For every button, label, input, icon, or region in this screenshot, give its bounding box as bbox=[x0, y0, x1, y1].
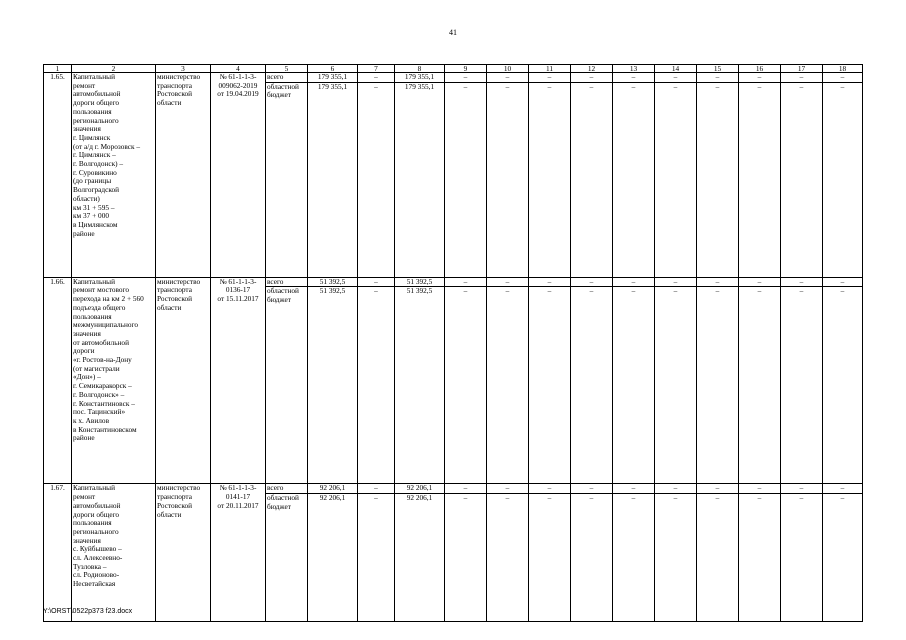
dash-cell: – bbox=[529, 494, 571, 622]
dash-cell: – bbox=[655, 277, 697, 287]
dash-cell: – bbox=[358, 73, 395, 83]
row-number: 1.66. bbox=[44, 277, 72, 484]
expertise-conclusion: № 61-1-1-3- 0141-17 от 20.11.2017 bbox=[211, 484, 266, 622]
funding-source-total: всего bbox=[266, 484, 308, 494]
dash-cell: – bbox=[781, 484, 823, 494]
dash-cell: – bbox=[823, 494, 863, 622]
dash-cell: – bbox=[445, 484, 487, 494]
dash-cell: – bbox=[529, 484, 571, 494]
expertise-conclusion: № 61-1-1-3- 0136-17 от 15.11.2017 bbox=[211, 277, 266, 484]
dash-cell: – bbox=[655, 484, 697, 494]
investment-table bbox=[43, 64, 863, 622]
dash-cell: – bbox=[487, 82, 529, 277]
dash-cell: – bbox=[445, 82, 487, 277]
column-number-10: 10 bbox=[487, 65, 529, 73]
responsible-org: министерство транспорта Ростовской области bbox=[156, 73, 211, 278]
column-number-15: 15 bbox=[697, 65, 739, 73]
dash-cell: – bbox=[571, 73, 613, 83]
funding-source-regional: областной бюджет bbox=[266, 82, 308, 277]
dash-cell: – bbox=[445, 277, 487, 287]
column-number-1: 1 bbox=[44, 65, 72, 73]
table-row bbox=[44, 73, 863, 83]
dash-cell: – bbox=[823, 277, 863, 287]
column-number-9: 9 bbox=[445, 65, 487, 73]
dash-cell: – bbox=[823, 484, 863, 494]
dash-cell: – bbox=[739, 82, 781, 277]
dash-cell: – bbox=[571, 494, 613, 622]
dash-cell: – bbox=[697, 277, 739, 287]
column-number-3: 3 bbox=[156, 65, 211, 73]
dash-cell: – bbox=[781, 287, 823, 484]
page-number: 41 bbox=[449, 28, 457, 37]
dash-cell: – bbox=[445, 287, 487, 484]
regional-cost: 179 355,1 bbox=[308, 82, 358, 277]
dash-cell: – bbox=[613, 287, 655, 484]
column-number-5: 5 bbox=[266, 65, 308, 73]
regional-remaining: 51 392,5 bbox=[395, 287, 445, 484]
total-cost: 51 392,5 bbox=[308, 277, 358, 287]
dash-cell: – bbox=[445, 494, 487, 622]
regional-cost: 92 206,1 bbox=[308, 494, 358, 622]
dash-cell: – bbox=[613, 484, 655, 494]
column-number-2: 2 bbox=[72, 65, 156, 73]
dash-cell: – bbox=[655, 494, 697, 622]
row-number: 1.65. bbox=[44, 73, 72, 278]
column-number-row bbox=[44, 65, 863, 73]
dash-cell: – bbox=[781, 277, 823, 287]
table-row bbox=[44, 484, 863, 494]
dash-cell: – bbox=[487, 287, 529, 484]
column-number-16: 16 bbox=[739, 65, 781, 73]
regional-remaining: 179 355,1 bbox=[395, 82, 445, 277]
dash-cell: – bbox=[529, 277, 571, 287]
dash-cell: – bbox=[529, 73, 571, 83]
expertise-conclusion: № 61-1-1-3- 009062-2019 от 19.04.2019 bbox=[211, 73, 266, 278]
column-number-17: 17 bbox=[781, 65, 823, 73]
dash-cell: – bbox=[571, 287, 613, 484]
total-remaining: 92 206,1 bbox=[395, 484, 445, 494]
dash-cell: – bbox=[697, 82, 739, 277]
dash-cell: – bbox=[613, 494, 655, 622]
dash-cell: – bbox=[358, 82, 395, 277]
dash-cell: – bbox=[697, 73, 739, 83]
dash-cell: – bbox=[655, 73, 697, 83]
dash-cell: – bbox=[739, 494, 781, 622]
responsible-org: министерство транспорта Ростовской области bbox=[156, 277, 211, 484]
file-path-footer: Y:\ORST\0522p373 f23.docx bbox=[43, 608, 133, 615]
dash-cell: – bbox=[781, 73, 823, 83]
object-name: Капитальный ремонт мостового перехода на км 2 + 560 подъезда общего пользования межмуниципального значения от автомобильной дороги «г. Ростов-на-Дону (от магистрали «Дон») – г. Семикаракорск – г. Волгодонск» – г. Константиновск – пос. Тацинский» к х. Авилов в Константиновском районе bbox=[72, 277, 156, 484]
dash-cell: – bbox=[358, 287, 395, 484]
dash-cell: – bbox=[613, 277, 655, 287]
dash-cell: – bbox=[781, 82, 823, 277]
dash-cell: – bbox=[571, 82, 613, 277]
regional-cost: 51 392,5 bbox=[308, 287, 358, 484]
dash-cell: – bbox=[697, 494, 739, 622]
dash-cell: – bbox=[781, 494, 823, 622]
column-number-12: 12 bbox=[571, 65, 613, 73]
dash-cell: – bbox=[358, 494, 395, 622]
dash-cell: – bbox=[655, 82, 697, 277]
dash-cell: – bbox=[655, 287, 697, 484]
total-remaining: 179 355,1 bbox=[395, 73, 445, 83]
funding-source-total: всего bbox=[266, 277, 308, 287]
dash-cell: – bbox=[739, 277, 781, 287]
dash-cell: – bbox=[739, 73, 781, 83]
object-name: Капитальный ремонт автомобильной дороги общего пользования регионального значения г. Цимлянск (от а/д г. Морозовск – г. Цимлянск – г. Волгодонск) – г. Суровикино (до границы Волгоградской области) км 31 + 595 – км 37 + 000 в Цимлянском районе bbox=[72, 73, 156, 278]
column-number-13: 13 bbox=[613, 65, 655, 73]
table-row bbox=[44, 277, 863, 287]
funding-source-regional: областной бюджет bbox=[266, 494, 308, 622]
dash-cell: – bbox=[571, 484, 613, 494]
object-name: Капитальный ремонт автомобильной дороги общего пользования регионального значения с. Куйбышево – сл. Алексеевно- Тузловка – сл. Родионово- Несветайская bbox=[72, 484, 156, 622]
dash-cell: – bbox=[823, 287, 863, 484]
dash-cell: – bbox=[529, 82, 571, 277]
column-number-7: 7 bbox=[358, 65, 395, 73]
dash-cell: – bbox=[739, 287, 781, 484]
dash-cell: – bbox=[697, 484, 739, 494]
total-remaining: 51 392,5 bbox=[395, 277, 445, 287]
dash-cell: – bbox=[823, 82, 863, 277]
column-number-8: 8 bbox=[395, 65, 445, 73]
dash-cell: – bbox=[823, 73, 863, 83]
total-cost: 92 206,1 bbox=[308, 484, 358, 494]
dash-cell: – bbox=[358, 484, 395, 494]
dash-cell: – bbox=[613, 82, 655, 277]
column-number-11: 11 bbox=[529, 65, 571, 73]
total-cost: 179 355,1 bbox=[308, 73, 358, 83]
dash-cell: – bbox=[739, 484, 781, 494]
column-number-4: 4 bbox=[211, 65, 266, 73]
row-number: 1.67. bbox=[44, 484, 72, 622]
dash-cell: – bbox=[571, 277, 613, 287]
responsible-org: министерство транспорта Ростовской области bbox=[156, 484, 211, 622]
funding-source-total: всего bbox=[266, 73, 308, 83]
column-number-18: 18 bbox=[823, 65, 863, 73]
dash-cell: – bbox=[487, 277, 529, 287]
dash-cell: – bbox=[445, 73, 487, 83]
dash-cell: – bbox=[613, 73, 655, 83]
column-number-14: 14 bbox=[655, 65, 697, 73]
dash-cell: – bbox=[487, 73, 529, 83]
dash-cell: – bbox=[487, 484, 529, 494]
dash-cell: – bbox=[529, 287, 571, 484]
dash-cell: – bbox=[358, 277, 395, 287]
column-number-6: 6 bbox=[308, 65, 358, 73]
dash-cell: – bbox=[487, 494, 529, 622]
regional-remaining: 92 206,1 bbox=[395, 494, 445, 622]
funding-source-regional: областной бюджет bbox=[266, 287, 308, 484]
dash-cell: – bbox=[697, 287, 739, 484]
